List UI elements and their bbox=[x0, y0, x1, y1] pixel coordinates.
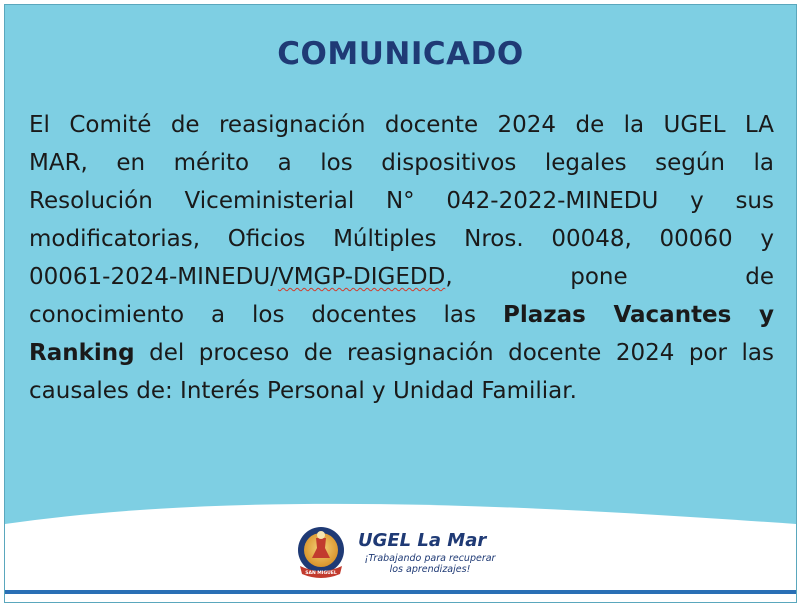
body-text-segment: del proceso de reasignación docente 2024 por las bbox=[134, 340, 774, 366]
ugel-logo bbox=[292, 524, 502, 582]
tagline-line: ¡Trabajando para recuperar bbox=[364, 553, 496, 564]
emphasis-text: Ranking bbox=[29, 340, 135, 366]
emphasis-text: Plazas Vacantes y bbox=[502, 302, 774, 328]
seal-label: SAN MIGUEL bbox=[305, 571, 337, 576]
slide bbox=[4, 4, 797, 603]
body-line: Resolución Viceministerial N° 042-2022-MINEDU y sus bbox=[29, 188, 774, 214]
body-text-segment: , pone de bbox=[445, 264, 774, 290]
body-line bbox=[29, 296, 774, 334]
announcement-body bbox=[29, 106, 774, 410]
body-line bbox=[29, 258, 774, 296]
slide-title: COMUNICADO bbox=[277, 36, 524, 72]
body-line: MAR, en mérito a los dispositivos legales según la bbox=[29, 150, 774, 176]
body-line: causales de: Interés Personal y Unidad Familiar. bbox=[29, 378, 577, 404]
body-line: El Comité de reasignación docente 2024 de la UGEL LA bbox=[29, 112, 774, 138]
spellcheck-flagged-word: VMGP-DIGEDD bbox=[277, 264, 446, 290]
body-line: modificatorias, Oficios Múltiples Nros. 00048, 00060 y bbox=[29, 226, 774, 252]
tagline-line: los aprendizajes! bbox=[389, 564, 471, 575]
brand-name: UGEL La Mar bbox=[358, 530, 487, 551]
institution-seal-icon bbox=[292, 524, 350, 582]
body-text-segment: conocimiento a los docentes las bbox=[29, 302, 503, 328]
brand-tagline bbox=[360, 553, 500, 575]
body-line bbox=[29, 334, 774, 372]
body-text-segment: 00061-2024-MINEDU/ bbox=[29, 264, 278, 290]
